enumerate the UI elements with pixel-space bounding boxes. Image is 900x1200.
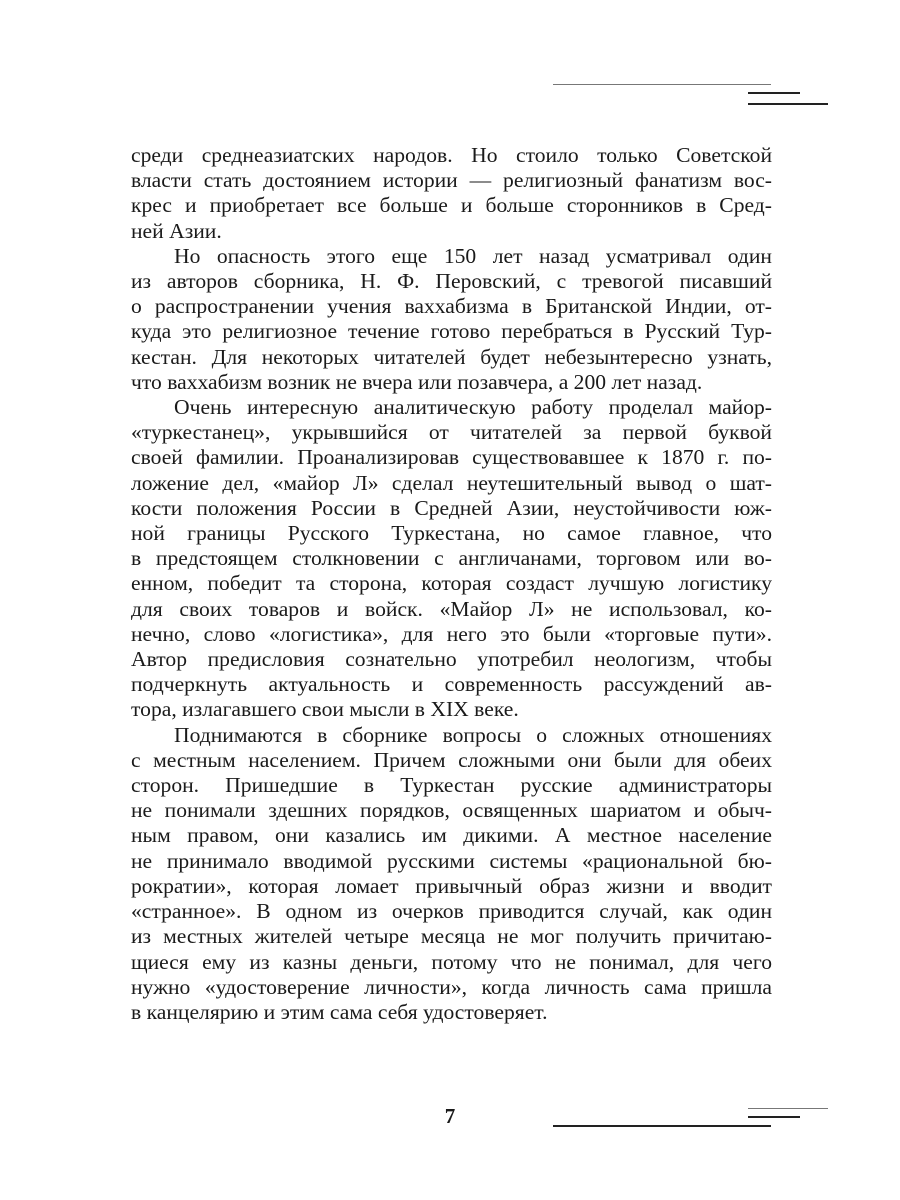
text-line: нечно, слово «логистика», для него это были «торговые пути». [131, 621, 772, 646]
text-line: сторон. Пришедшие в Туркестан русские администраторы [131, 773, 772, 798]
text-line: что ваххабизм возник не вчера или позавчера, а 200 лет назад. [131, 369, 703, 394]
text-line: Поднимаются в сборнике вопросы о сложных отношениях [174, 722, 772, 747]
text-line: куда это религиозное течение готово перебраться в Русский Тур- [131, 319, 772, 344]
text-line: своей фамилии. Проанализировав существовавшее к 1870 г. по- [131, 445, 772, 470]
text-line: кости положения России в Средней Азии, неустойчивости юж- [131, 495, 772, 520]
footer-rule-top [748, 1108, 828, 1109]
text-line: власти стать достоянием истории — религиозный фанатизм вос- [131, 168, 772, 193]
paragraph-1 [131, 143, 772, 244]
text-line: «странное». В одном из очерков приводится случай, как один [131, 899, 772, 924]
text-line: рократии», которая ломает привычный образ жизни и вводит [131, 873, 772, 898]
text-line: ней Азии. [131, 218, 222, 243]
text-line: ным правом, они казались им дикими. А местное население [131, 823, 772, 848]
header-rule-top [553, 84, 771, 85]
text-line: ной границы Русского Туркестана, но самое главное, что [131, 521, 772, 546]
page-number: 7 [444, 1104, 456, 1128]
text-line: среди среднеазиатских народов. Но стоило только Советской [131, 143, 772, 167]
footer-rule-short [748, 1116, 800, 1118]
text-line: крес и приобретает все больше и больше сторонников в Сред- [131, 193, 772, 218]
text-line: из авторов сборника, Н. Ф. Перовский, с тревогой писавший [131, 269, 772, 294]
text-line: кестан. Для некоторых читателей будет небезынтересно узнать, [131, 344, 772, 369]
header-rule-long [748, 103, 828, 105]
text-line: «туркестанец», укрывшийся от читателей за первой буквой [131, 420, 772, 445]
text-line: тора, излагавшего свои мысли в XIX веке. [131, 697, 519, 722]
text-line: Очень интересную аналитическую работу проделал майор- [174, 395, 772, 420]
body-text [131, 143, 772, 1025]
text-line: с местным населением. Причем сложными они были для обеих [131, 747, 772, 772]
paragraph-4 [131, 723, 772, 1025]
text-line: для своих товаров и войск. «Майор Л» не использовал, ко- [131, 596, 772, 621]
paragraph-3 [131, 395, 772, 723]
text-line: щиеся ему из казны деньги, потому что не понимал, для чего [131, 949, 772, 974]
text-line: нужно «удостоверение личности», когда личность сама пришла [131, 974, 772, 999]
text-line: не принимало вводимой русскими системы «рациональной бю- [131, 848, 772, 873]
header-rule-short [748, 92, 800, 94]
footer-rule-long [553, 1125, 771, 1127]
text-line: ложение дел, «майор Л» сделал неутешительный вывод о шат- [131, 470, 772, 495]
text-line: Автор предисловия сознательно употребил неологизм, чтобы [131, 647, 772, 672]
text-line: из местных жителей четыре месяца не мог получить причитаю- [131, 924, 772, 949]
text-line: Но опасность этого еще 150 лет назад усматривал один [174, 243, 772, 268]
text-line: енном, победит та сторона, которая создаст лучшую логистику [131, 571, 772, 596]
text-line: в предстоящем столкновении с англичанами, торговом или во- [131, 546, 772, 571]
paragraph-2 [131, 244, 772, 395]
text-line: не понимали здешних порядков, освященных шариатом и обыч- [131, 798, 772, 823]
text-line: в канцелярию и этим сама себя удостоверяет. [131, 999, 548, 1024]
text-line: о распространении учения ваххабизма в Британской Индии, от- [131, 294, 772, 319]
text-line: подчеркнуть актуальность и современность рассуждений ав- [131, 672, 772, 697]
